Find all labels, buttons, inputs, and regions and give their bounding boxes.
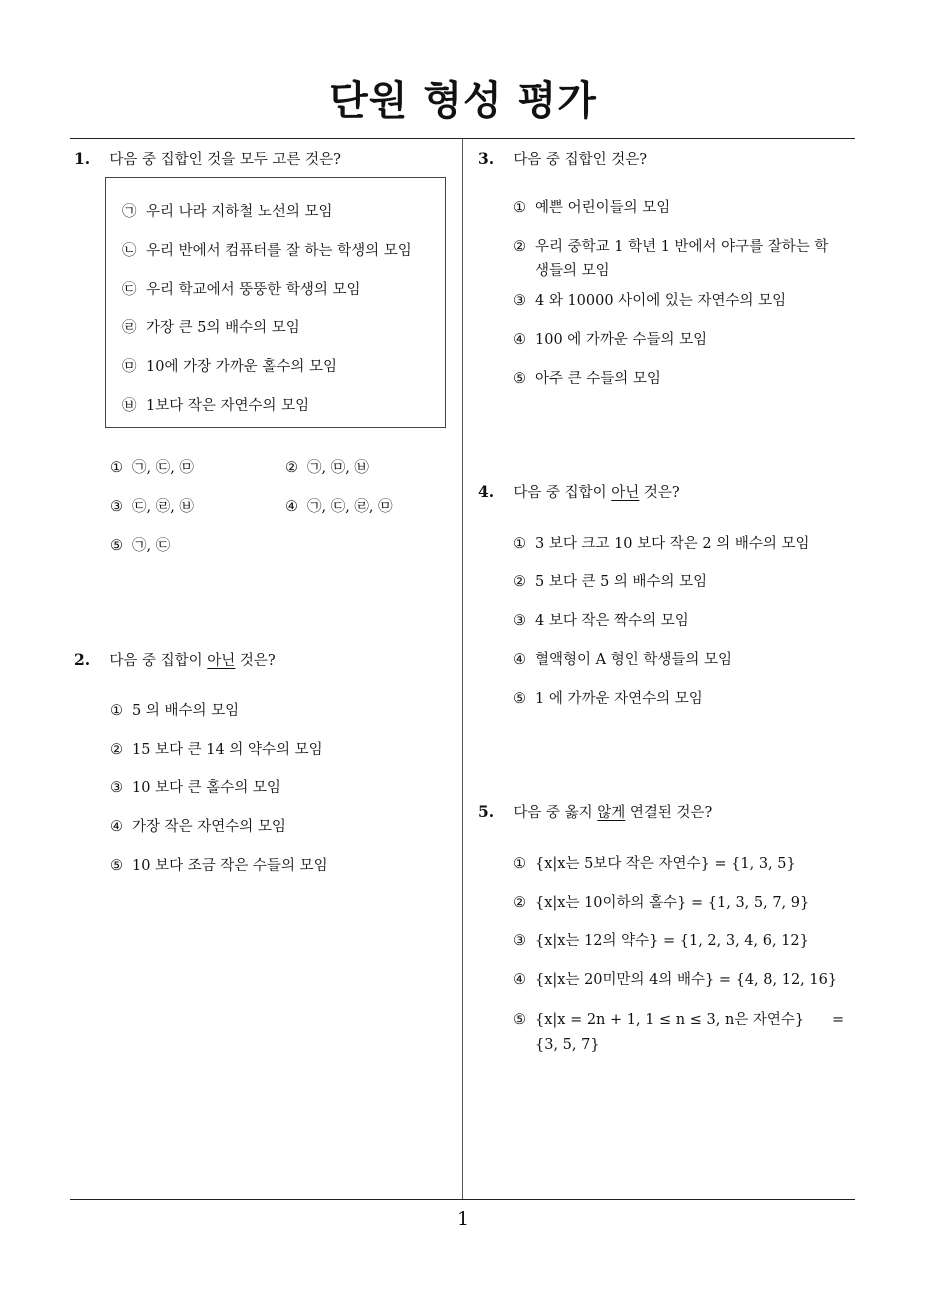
- choice-mark: ③: [513, 293, 526, 309]
- question-1-stem: [74, 149, 341, 170]
- choice-text: 혈액형이 A 형인 학생들의 모임: [535, 652, 732, 668]
- answer-choice[interactable]: [513, 330, 707, 350]
- choice-mark: ⑤: [513, 1012, 526, 1028]
- choice-text: {x|x는 12의 약수} = {1, 2, 3, 4, 6, 12}: [535, 933, 809, 949]
- item-text: 10에 가장 가까운 홀수의 모임: [146, 359, 337, 375]
- underlined-word: 않게: [597, 805, 626, 821]
- question-3-stem: [478, 149, 647, 170]
- choice-mark: ①: [513, 200, 526, 216]
- choice-text: 5 의 배수의 모임: [132, 703, 240, 719]
- choice-mark: ③: [110, 499, 123, 515]
- item-mark: ㉠: [122, 204, 137, 220]
- choice-mark: ②: [513, 239, 526, 255]
- answer-choice[interactable]: [513, 291, 786, 311]
- choice-text: 4 보다 작은 짝수의 모임: [535, 613, 689, 629]
- question-text: 다음 중 집합인 것을 모두 고른 것은?: [109, 152, 341, 168]
- question-text: 다음 중 집합이: [109, 653, 208, 669]
- answer-choice[interactable]: [513, 970, 837, 990]
- choice-text: 예쁜 어린이들의 모임: [535, 200, 671, 216]
- question-text: 다음 중 집합인 것은?: [513, 152, 648, 168]
- choice-text-continued: {3, 5, 7}: [535, 1037, 600, 1053]
- choice-text: 가장 작은 자연수의 모임: [132, 819, 286, 835]
- answer-choice[interactable]: [513, 198, 670, 218]
- answer-choice[interactable]: [513, 611, 689, 631]
- answer-choice[interactable]: [513, 689, 703, 709]
- page-number: 1: [456, 1208, 470, 1230]
- question-number: 4.: [478, 482, 495, 501]
- answer-choice[interactable]: [513, 1010, 804, 1030]
- item-mark: ㉣: [122, 320, 137, 336]
- answer-choice[interactable]: [513, 534, 809, 554]
- answer-choice[interactable]: [513, 369, 661, 389]
- answer-choice[interactable]: [110, 701, 239, 721]
- choice-text: 우리 중학교 1 학년 1 반에서 야구를 잘하는 학: [535, 239, 829, 255]
- answer-choice[interactable]: [513, 572, 707, 592]
- choice-text: ㉠, ㉤, ㉥: [307, 460, 369, 476]
- box-item: [122, 280, 361, 300]
- choice-mark: ③: [513, 933, 526, 949]
- choice-mark: ④: [285, 499, 298, 515]
- question-text: 다음 중 집합이: [513, 485, 612, 501]
- question-number: 5.: [478, 802, 495, 821]
- choice-text: ㉠, ㉢: [132, 538, 171, 554]
- answer-choice[interactable]: [110, 778, 281, 798]
- choice-mark: ③: [110, 780, 123, 796]
- box-item: [122, 318, 300, 338]
- choice-mark: ①: [513, 536, 526, 552]
- choice-mark: ②: [513, 574, 526, 590]
- answer-choice[interactable]: [513, 854, 796, 874]
- answer-choice[interactable]: [110, 856, 328, 876]
- answer-choice[interactable]: [513, 893, 809, 913]
- choice-text: 4 와 10000 사이에 있는 자연수의 모임: [535, 293, 787, 309]
- box-item: [122, 241, 412, 261]
- choice-mark: ②: [285, 460, 298, 476]
- question-text: 다음 중 옳지: [513, 805, 598, 821]
- choice-mark: ①: [513, 856, 526, 872]
- choice-text: ㉢, ㉣, ㉥: [132, 499, 194, 515]
- choice-mark: ④: [110, 819, 123, 835]
- question-5-stem: [478, 802, 712, 823]
- choice-text: 3 보다 크고 10 보다 작은 2 의 배수의 모임: [535, 536, 810, 552]
- choice-mark: ①: [110, 460, 123, 476]
- box-item: [122, 396, 309, 416]
- answer-choice[interactable]: [110, 458, 194, 478]
- item-text: 우리 나라 지하철 노선의 모임: [146, 204, 333, 220]
- page-title: 단원 형성 평가: [329, 78, 597, 124]
- underlined-word: 아닌: [207, 653, 236, 669]
- item-mark: ㉥: [122, 398, 137, 414]
- choice-text: {x|x는 5보다 작은 자연수} = {1, 3, 5}: [535, 856, 796, 872]
- choice-text: 10 보다 큰 홀수의 모임: [132, 780, 281, 796]
- choice-text: {x|x는 10이하의 홀수} = {1, 3, 5, 7, 9}: [535, 895, 810, 911]
- item-mark: ㉤: [122, 359, 137, 375]
- answer-choice[interactable]: [285, 458, 369, 478]
- question-4-stem: [478, 482, 680, 503]
- choice-mark: ④: [513, 972, 526, 988]
- choice-mark: ⑤: [513, 691, 526, 707]
- choice-mark: ③: [513, 613, 526, 629]
- answer-choice[interactable]: [513, 931, 809, 951]
- choice-mark: ④: [513, 332, 526, 348]
- choice-mark: ⑤: [513, 371, 526, 387]
- item-mark: ㉡: [122, 243, 137, 259]
- underlined-word: 아닌: [611, 485, 640, 501]
- column-divider: [462, 139, 463, 1199]
- answer-choice[interactable]: [110, 740, 323, 760]
- choice-mark: ⑤: [110, 858, 123, 874]
- choice-text: ㉠, ㉢, ㉤: [132, 460, 194, 476]
- choice-text: 100 에 가까운 수들의 모임: [535, 332, 708, 348]
- choice-mark: ②: [513, 895, 526, 911]
- choice-mark: ④: [513, 652, 526, 668]
- question-2-stem: [74, 650, 276, 671]
- choice-text: 1 에 가까운 자연수의 모임: [535, 691, 703, 707]
- choice-text-continued: 생들의 모임: [535, 263, 610, 279]
- answer-choice[interactable]: [110, 817, 286, 837]
- question-text-end: 연결된 것은?: [625, 805, 713, 821]
- answer-choice[interactable]: [110, 497, 194, 517]
- box-item: [122, 202, 333, 222]
- choice-text: 5 보다 큰 5 의 배수의 모임: [535, 574, 708, 590]
- question-number: 2.: [74, 650, 91, 669]
- answer-choice[interactable]: [285, 497, 393, 517]
- choice-text: {x|x = 2n + 1, 1 ≤ n ≤ 3, n은 자연수}: [535, 1012, 805, 1028]
- choice-mark: ①: [110, 703, 123, 719]
- choice-mark: ②: [110, 742, 123, 758]
- question-number: 3.: [478, 149, 495, 168]
- choice-text: 10 보다 조금 작은 수들의 모임: [132, 858, 328, 874]
- choice-text: {x|x는 20미만의 4의 배수} = {4, 8, 12, 16}: [535, 972, 838, 988]
- choice-equals-sign: =: [832, 1012, 845, 1028]
- answer-choice[interactable]: [513, 650, 732, 670]
- item-text: 우리 반에서 컴퓨터를 잘 하는 학생의 모임: [146, 243, 412, 259]
- item-text: 우리 학교에서 뚱뚱한 학생의 모임: [146, 282, 361, 298]
- answer-choice[interactable]: [110, 536, 170, 556]
- question-number: 1.: [74, 149, 91, 168]
- box-item: [122, 357, 337, 377]
- choice-text: ㉠, ㉢, ㉣, ㉤: [307, 499, 393, 515]
- choice-text: 15 보다 큰 14 의 약수의 모임: [132, 742, 323, 758]
- item-mark: ㉢: [122, 282, 137, 298]
- item-text: 1보다 작은 자연수의 모임: [146, 398, 310, 414]
- choice-mark: ⑤: [110, 538, 123, 554]
- answer-choice[interactable]: [513, 237, 828, 257]
- bottom-rule: [70, 1199, 855, 1200]
- item-text: 가장 큰 5의 배수의 모임: [146, 320, 300, 336]
- choice-text: 아주 큰 수들의 모임: [535, 371, 661, 387]
- question-text-end: 것은?: [639, 485, 680, 501]
- question-text-end: 것은?: [235, 653, 276, 669]
